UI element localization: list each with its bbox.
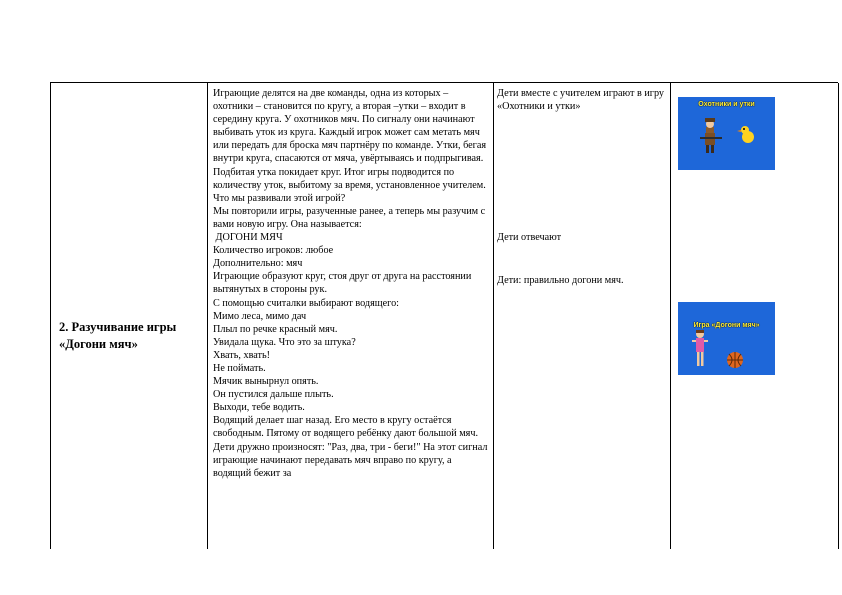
script-paragraph: Мы повторили игры, разученные ранее, а теперь мы разучим с вами новую игру. Она называется: [213, 205, 486, 230]
script-paragraph: С помощью считалки выбирают водящего: [213, 297, 400, 309]
children-answer: Дети отвечают [497, 232, 562, 243]
rhyme-line: Мимо леса, мимо дач [213, 310, 307, 322]
slide-catch-the-ball [678, 302, 775, 375]
rhyme-line: Не поймать. [213, 362, 266, 374]
rhyme-line: Выходи, тебе водить. [213, 402, 305, 414]
lesson-table [50, 82, 838, 549]
game-name: ДОГОНИ МЯЧ [213, 232, 283, 244]
children-response: Дети: правильно догони мяч. [497, 275, 624, 286]
rhyme-line: Мячик вынырнул опять. [213, 376, 319, 388]
child-with-ball-illustration [678, 302, 775, 375]
rhyme-line: Увидала щука. Что это за штука? [213, 336, 356, 348]
children-column [494, 83, 671, 549]
rhyme-line: Он пустился дальше плыть. [213, 389, 334, 401]
script-paragraph: Играющие делятся на две команды, одна из которых – охотники – становится по кругу, а вторая –утки – входит в середину круга. У охотников мяч. По сигналу они начинают выбивать уток из круга. Каждый игрок может сам метать мяч или передать для броска мяч партнёру по команде. Утки, бегая внутри круга, спасаются от мяча, увёртываясь и подпрыгивая. Подбитая утка покидает круг. Итог игры подводится по количеству уток, выбитому за время, установленное учителем. [213, 88, 487, 191]
script-paragraph: Играющие образуют круг, стоя друг от друга на расстоянии вытянутых в стороны рук. [213, 271, 472, 296]
teacher-script [213, 87, 491, 480]
script-paragraph: Количество игроков: любое [213, 245, 334, 257]
rhyme-line: Плыл по речке красный мяч. [213, 323, 338, 335]
script-paragraph: Дополнительно: мяч [213, 258, 303, 270]
stage-title: 2. Разучивание игры «Догони мяч» [59, 320, 177, 351]
teacher-column [208, 83, 494, 549]
slide-title: Охотники и утки [698, 101, 755, 108]
slides-column [671, 83, 839, 549]
hunter-and-duck-illustration [678, 97, 775, 170]
script-paragraph: Что мы развивали этой игрой? [213, 192, 346, 204]
script-paragraph: Водящий делает шаг назад. Его место в кругу остаётся свободным. Пятому от водящего ребёнку дают большой мяч. Дети дружно произносят: "Раз, два, три - беги!" На этот сигнал играющие начинают передавать мяч вправо по кругу, а водящий бежит за [213, 415, 488, 479]
slide-title: Игра «Догони мяч» [693, 322, 760, 329]
children-activity: Дети вместе с учителем играют в игру «Охотники и утки» [497, 88, 665, 113]
rhyme-line: Хвать, хвать! [213, 349, 271, 361]
stage-column [51, 83, 208, 549]
slide-hunters-and-ducks [678, 97, 775, 170]
